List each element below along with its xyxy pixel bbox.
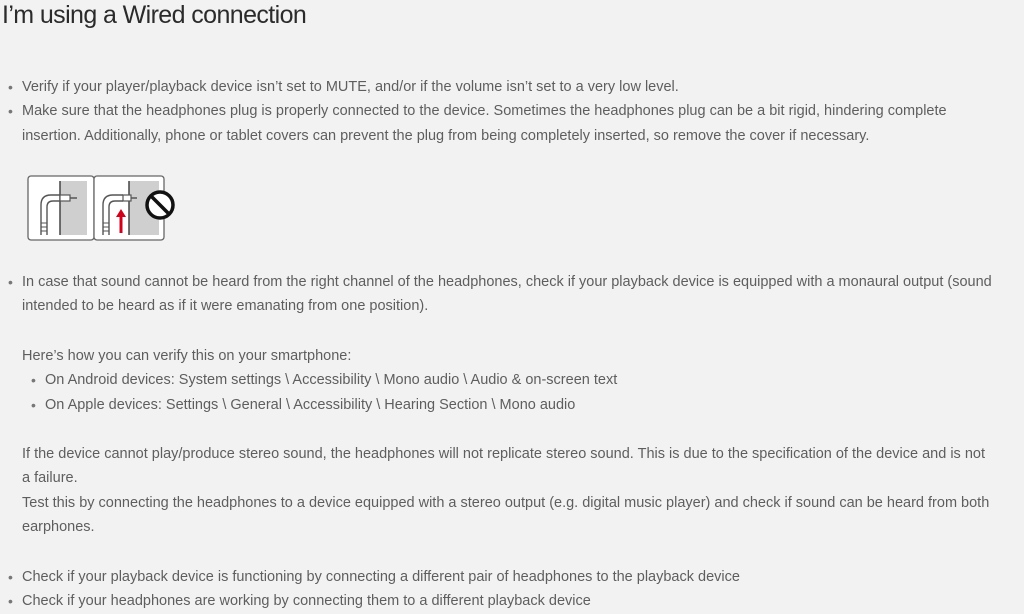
list-item-mono-check-line2: intended to be heard as if it were emanating from one position). bbox=[22, 298, 429, 314]
bullet-marker: • bbox=[8, 593, 13, 609]
list-item-mute-check: Verify if your player/playback device isn’t set to MUTE, and/or if the volume isn’t set to a very low level. bbox=[22, 79, 679, 95]
sub-item-apple: On Apple devices: Settings \ General \ Accessibility \ Hearing Section \ Mono audio bbox=[45, 397, 576, 413]
stereo-note-line2: a failure. bbox=[22, 470, 78, 486]
page-title: I’m using a Wired connection bbox=[2, 1, 307, 29]
headphone-plug-insertion-icon bbox=[27, 175, 177, 243]
bullet-marker: • bbox=[8, 103, 13, 119]
sub-bullet-marker: • bbox=[31, 372, 36, 388]
list-item-headphone-check: Check if your headphones are working by connecting them to a different playback device bbox=[22, 593, 591, 609]
list-item-device-check: Check if your playback device is functioning by connecting a different pair of headphones to the playback device bbox=[22, 569, 740, 585]
list-item-plug-check-line1: Make sure that the headphones plug is properly connected to the device. Sometimes the headphones plug can be a bit rigid, hindering complete bbox=[22, 103, 947, 119]
bullet-marker: • bbox=[8, 274, 13, 290]
bullet-marker: • bbox=[8, 569, 13, 585]
smartphone-intro: Here’s how you can verify this on your smartphone: bbox=[22, 348, 352, 364]
list-item-mono-check-line1: In case that sound cannot be heard from the right channel of the headphones, check if your playback device is equipped with a monaural output (sound bbox=[22, 274, 992, 290]
sub-item-android: On Android devices: System settings \ Accessibility \ Mono audio \ Audio & on-screen text bbox=[45, 372, 618, 388]
test-note-line1: Test this by connecting the headphones to a device equipped with a stereo output (e.g. digital music player) and check if sound can be heard from both bbox=[22, 495, 990, 511]
list-item-plug-check-line2: insertion. Additionally, phone or tablet covers can prevent the plug from being completely inserted, so remove the cover if necessary. bbox=[22, 128, 870, 144]
bullet-marker: • bbox=[8, 79, 13, 95]
sub-bullet-marker: • bbox=[31, 397, 36, 413]
stereo-note-line1: If the device cannot play/produce stereo sound, the headphones will not replicate stereo sound. This is due to the specification of the device and is not bbox=[22, 446, 985, 462]
test-note-line2: earphones. bbox=[22, 519, 95, 535]
